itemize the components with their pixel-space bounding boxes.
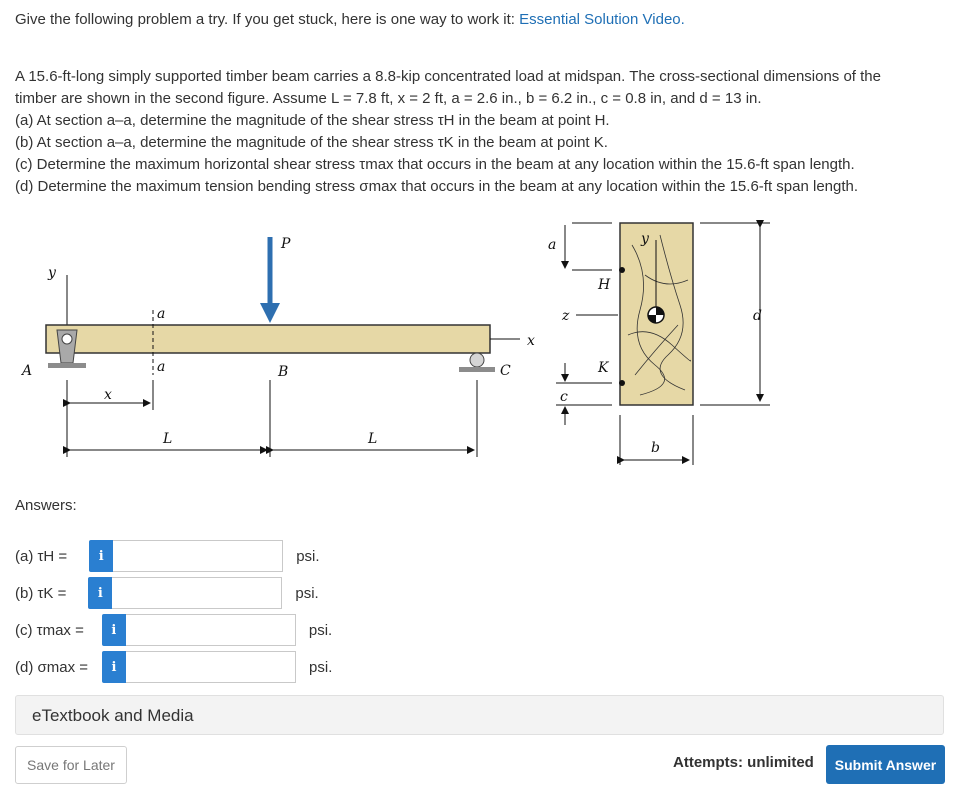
answer-row-b <box>15 577 319 609</box>
timber-beam <box>46 325 490 353</box>
problem-line-1: A 15.6-ft-long simply supported timber beam carries a 8.8-kip concentrated load at midspan. The cross-sectional dimensions of the <box>15 68 881 85</box>
label-section-a-bottom: a <box>157 359 166 375</box>
answer-b-input[interactable] <box>112 577 282 609</box>
load-arrow-p <box>260 237 280 323</box>
label-h-point: H <box>598 277 611 293</box>
answer-b-unit: psi. <box>295 584 319 602</box>
answer-c-input[interactable] <box>126 614 296 646</box>
info-icon-d[interactable]: i <box>102 651 126 683</box>
answer-d-unit: psi. <box>309 658 333 676</box>
answer-row-d <box>15 651 332 683</box>
answer-c-label: (c) τmax = <box>15 621 84 639</box>
label-b-point: B <box>278 364 289 380</box>
label-l-right: L <box>368 431 378 447</box>
problem-line-2: timber are shown in the second figure. Assume L = 7.8 ft, x = 2 ft, a = 2.6 in., b = 6.2 in., c = 0.8 in, and d = 13 in. <box>15 90 762 107</box>
answer-a-input[interactable] <box>113 540 283 572</box>
problem-statement <box>15 66 940 198</box>
intro-text: Give the following problem a try. If you get stuck, here is one way to work it: <box>15 11 520 28</box>
info-icon-c[interactable]: i <box>102 614 126 646</box>
answer-b-label: (b) τK = <box>15 584 67 602</box>
label-section-a-top: a <box>157 306 166 322</box>
save-for-later-button[interactable]: Save for Later <box>15 746 127 784</box>
label-c-dim: c <box>560 389 568 405</box>
label-l-left: L <box>163 431 173 447</box>
beam-figure <box>0 215 954 475</box>
problem-line-4: (b) At section a–a, determine the magnitude of the shear stress τK in the beam at point K. <box>15 134 608 151</box>
info-icon-a[interactable]: i <box>89 540 113 572</box>
problem-line-3: (a) At section a–a, determine the magnitude of the shear stress τH in the beam at point H. <box>15 112 610 129</box>
etextbook-media-panel[interactable]: eTextbook and Media <box>15 695 944 735</box>
cross-section <box>619 223 693 405</box>
submit-answer-button[interactable]: Submit Answer <box>826 745 945 784</box>
problem-line-5: (c) Determine the maximum horizontal shear stress τmax that occurs in the beam at any location within the 15.6-ft span length. <box>15 156 855 173</box>
label-x-dim: x <box>104 387 112 403</box>
label-a-dim: a <box>548 237 557 253</box>
answer-row-c <box>15 614 332 646</box>
label-a-point: A <box>22 363 33 379</box>
label-x-axis: x <box>527 333 535 349</box>
label-c-point: C <box>500 363 511 379</box>
answer-d-label: (d) σmax = <box>15 658 89 676</box>
attempts-text: Attempts: unlimited <box>673 754 814 771</box>
label-y-section: y <box>641 231 649 247</box>
label-k-point: K <box>598 360 609 376</box>
roller-support-c <box>459 353 495 372</box>
answer-a-label: (a) τH = <box>15 547 68 565</box>
answer-row-a <box>15 540 320 572</box>
info-icon-b[interactable]: i <box>88 577 112 609</box>
answer-c-unit: psi. <box>308 621 333 639</box>
solution-video-link[interactable]: Essential Solution Video. <box>519 11 685 28</box>
problem-line-6: (d) Determine the maximum tension bending stress σmax that occurs in the beam at any location within the 15.6-ft span length. <box>15 178 859 195</box>
label-z-axis: z <box>562 308 570 324</box>
label-p: P <box>281 236 291 252</box>
answer-d-input[interactable] <box>126 651 296 683</box>
answers-heading: Answers: <box>15 497 77 514</box>
answer-a-unit: psi. <box>296 547 320 565</box>
label-b-dim: b <box>651 440 660 456</box>
label-y-beam: y <box>48 265 56 281</box>
intro-line <box>15 11 685 28</box>
label-d-dim: d <box>753 308 762 324</box>
